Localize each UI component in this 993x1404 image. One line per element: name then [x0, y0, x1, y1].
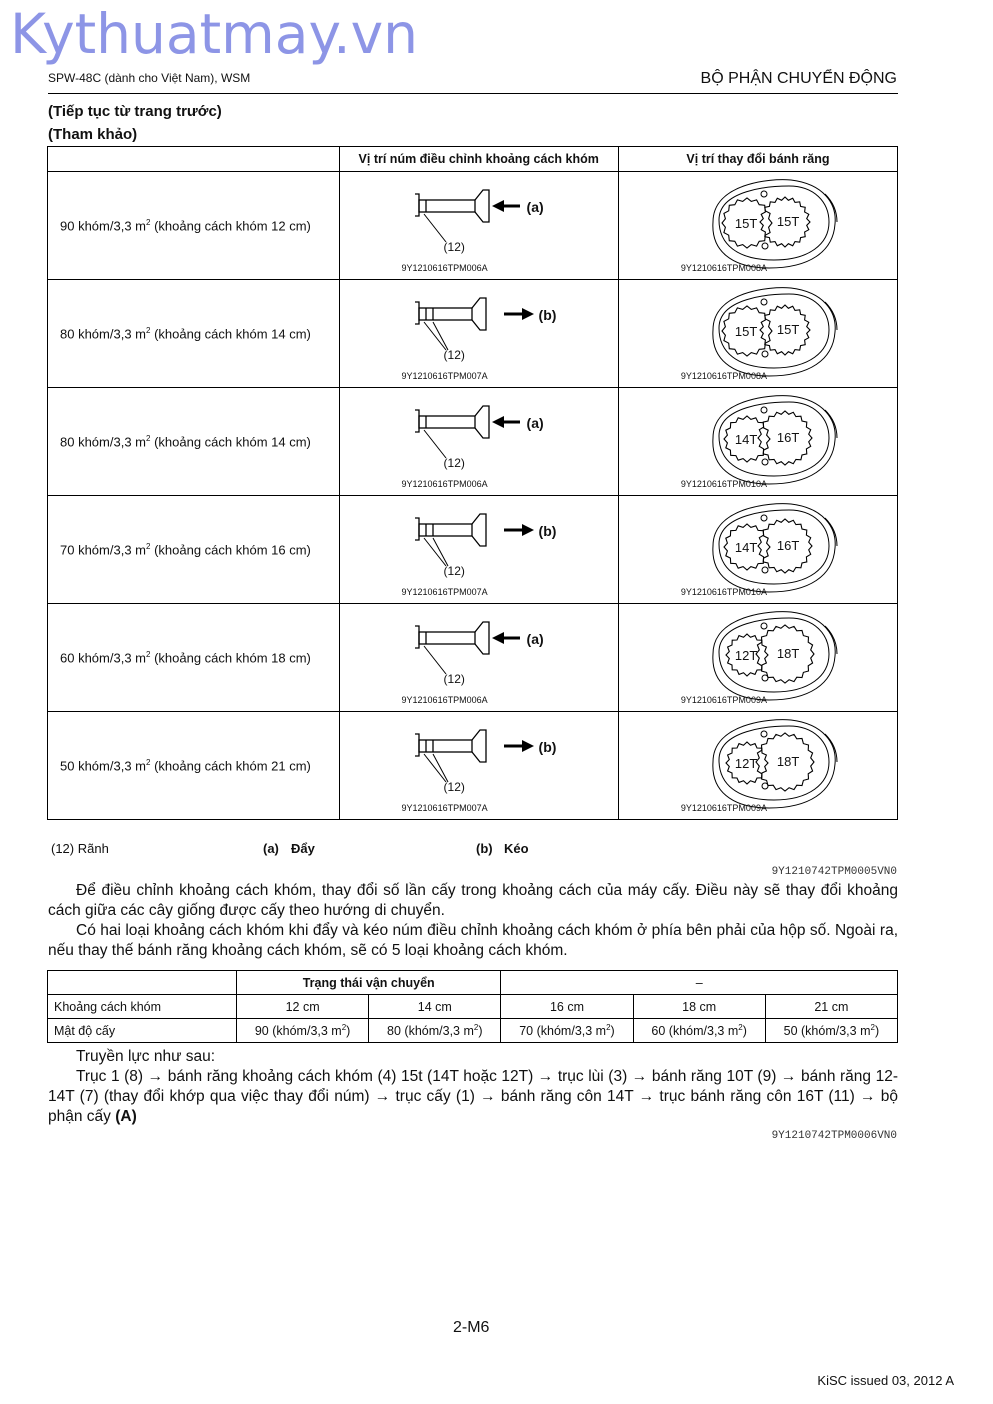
row-density-label	[48, 496, 340, 604]
gear-position-cell	[618, 712, 897, 820]
knob-position-cell	[339, 388, 618, 496]
paragraph-spacing-adjust: Để điều chỉnh khoảng cách khóm, thay đổi số lần cấy trong khoảng cách của máy cấy. Điều này sẽ thay đổi khoảng cách giữa các cây giống được cấy theo hướng di chuyển.	[48, 882, 898, 919]
density-sup: 2	[146, 325, 151, 335]
table2-density-cell	[369, 1019, 501, 1043]
power-transmission-text	[48, 1047, 898, 1127]
gear-right-teeth: 18T	[776, 646, 800, 661]
header-manual-title: SPW-48C (dành cho Việt Nam), WSM	[48, 71, 251, 85]
groove-callout: (12)	[443, 240, 465, 254]
figure-code: 9Y1210616TPM007A	[401, 587, 488, 597]
table2-density-cell	[633, 1019, 765, 1043]
density-text: 90 khóm/3,3 m	[60, 218, 146, 234]
table-row	[48, 172, 898, 280]
paragraph-spacing-types: Có hai loại khoảng cách khóm khi đẩy và kéo núm điều chỉnh khoảng cách khóm ở phía bên phải của hộp số. Ngoài ra, nếu thay thế bánh răng khoảng cách khóm, sẽ có 5 loại khoảng cách khóm.	[48, 922, 898, 959]
density-sup: 2	[146, 433, 151, 443]
figure-code: 9Y1210616TPM008A	[680, 263, 767, 273]
table-row	[48, 280, 898, 388]
density-value: 50 (khóm/3,3 m	[783, 1024, 871, 1039]
gear-left-teeth: 14T	[734, 432, 758, 447]
gear-right-teeth: 15T	[776, 322, 800, 337]
knob-position-cell	[339, 604, 618, 712]
figure-code: 9Y1210616TPM006A	[401, 695, 488, 705]
gear-position-cell	[618, 388, 897, 496]
gear-position-cell	[618, 496, 897, 604]
density-value: 80 (khóm/3,3 m	[387, 1024, 474, 1039]
knob-position-cell	[339, 280, 618, 388]
spacing-density-table	[47, 970, 898, 1043]
density-sup: 2	[870, 1022, 875, 1032]
density-sup: 2	[146, 649, 151, 659]
continued-note: (Tiếp tục từ trang trước)	[48, 103, 222, 120]
figure-code: 9Y1210616TPM010A	[680, 479, 767, 489]
density-close: )	[742, 1024, 747, 1039]
table2-spacing-cell: 21 cm	[765, 995, 897, 1019]
density-text: 50 khóm/3,3 m	[60, 758, 146, 774]
spacing-reference-table	[47, 146, 898, 820]
row-density-label	[48, 388, 340, 496]
figure-code: 9Y1210616TPM010A	[680, 587, 767, 597]
table2-spacing-cell: 14 cm	[369, 995, 501, 1019]
gear-left-teeth: 12T	[734, 756, 758, 771]
density-sup: 2	[146, 757, 151, 767]
row-density-label	[48, 172, 340, 280]
spacing-text: (khoảng cách khóm 12 cm)	[150, 218, 311, 234]
density-text: 70 khóm/3,3 m	[60, 542, 146, 558]
header-rule	[48, 93, 898, 94]
gear-left-teeth: 15T	[734, 324, 758, 339]
density-value: 70 (khóm/3,3 m	[519, 1024, 607, 1039]
density-value: 90 (khóm/3,3 m	[254, 1024, 342, 1039]
spacing-text: (khoảng cách khóm 21 cm)	[150, 758, 311, 774]
table2-density-cell	[501, 1019, 633, 1043]
pull-direction-label: (b)	[538, 307, 557, 323]
figure-code: 9Y1210616TPM009A	[680, 803, 767, 813]
transmission-path-text: Trục 1 (8) → bánh răng khoảng cách khóm (4) 15t (14T hoặc 12T) → trục lùi (3) → bánh răng 10T (9) → bánh răng 12-14T (7) (thay đổi khớp qua việc thay đổi núm) → trục cấy (1) → bánh răng côn 14T → trục bánh răng côn 16T (11) → bộ phận cấy	[48, 1068, 898, 1125]
document-code-2: 9Y1210742TPM0006VN0	[771, 1130, 897, 1142]
gear-position-cell	[618, 172, 897, 280]
density-text: 80 khóm/3,3 m	[60, 326, 146, 342]
table-row	[48, 712, 898, 820]
density-sup: 2	[146, 541, 151, 551]
density-close: )	[346, 1024, 351, 1039]
gear-position-cell	[618, 280, 897, 388]
table2-spacing-cell: 16 cm	[501, 995, 633, 1019]
table-header-gear: Vị trí thay đổi bánh răng	[618, 147, 897, 172]
figure-code: 9Y1210616TPM006A	[401, 479, 488, 489]
spacing-text: (khoảng cách khóm 14 cm)	[150, 326, 311, 342]
table2-head-state: Trạng thái vận chuyển	[237, 971, 501, 995]
table2-row-spacing-label: Khoảng cách khóm	[48, 995, 237, 1019]
table2-spacing-cell: 18 cm	[633, 995, 765, 1019]
gear-left-teeth: 14T	[734, 540, 758, 555]
legend-a-value: Đẩy	[291, 841, 315, 856]
header-section-title: BỘ PHẬN CHUYỂN ĐỘNG	[700, 70, 897, 87]
density-sup: 2	[738, 1022, 743, 1032]
density-close: )	[478, 1024, 483, 1039]
legend-b-value: Kéo	[504, 841, 529, 856]
pull-direction-label: (b)	[538, 523, 557, 539]
knob-position-cell	[339, 496, 618, 604]
row-density-label	[48, 712, 340, 820]
row-density-label	[48, 604, 340, 712]
knob-position-cell	[339, 172, 618, 280]
density-value: 60 (khóm/3,3 m	[651, 1024, 739, 1039]
push-direction-label: (a)	[526, 415, 544, 431]
table2-density-cell	[765, 1019, 897, 1043]
intro-paragraphs	[48, 881, 898, 961]
groove-callout: (12)	[443, 564, 465, 578]
figure-code: 9Y1210616TPM007A	[401, 803, 488, 813]
legend-a-key: (a)	[263, 841, 279, 856]
figure-code: 9Y1210616TPM007A	[401, 371, 488, 381]
table2-row-density-label: Mật độ cấy	[48, 1019, 237, 1043]
table2-head-dash: –	[501, 971, 898, 995]
table-header-blank	[48, 147, 340, 172]
groove-callout: (12)	[443, 672, 465, 686]
row-density-label	[48, 280, 340, 388]
reference-title: (Tham khảo)	[48, 126, 138, 143]
document-code-1: 9Y1210742TPM0005VN0	[771, 866, 897, 878]
spacing-text: (khoảng cách khóm 16 cm)	[150, 542, 311, 558]
push-direction-label: (a)	[526, 631, 544, 647]
figure-code: 9Y1210616TPM008A	[680, 371, 767, 381]
density-sup: 2	[341, 1022, 347, 1032]
spacing-text: (khoảng cách khóm 14 cm)	[150, 434, 311, 450]
gear-right-teeth: 16T	[776, 538, 800, 553]
density-sup: 2	[473, 1022, 479, 1032]
paragraph-transmission-path	[48, 1067, 898, 1127]
groove-callout: (12)	[443, 456, 465, 470]
density-text: 80 khóm/3,3 m	[60, 434, 146, 450]
density-sup: 2	[146, 217, 151, 227]
watermark-logo: Kythuatmay.vn	[10, 2, 419, 66]
table-header-knob: Vị trí núm điều chỉnh khoảng cách khóm	[339, 147, 618, 172]
table-row	[48, 388, 898, 496]
gear-position-cell	[618, 604, 897, 712]
pull-direction-label: (b)	[538, 739, 557, 755]
density-close: )	[610, 1024, 615, 1039]
paragraph-transmission-intro: Truyền lực như sau:	[76, 1048, 216, 1065]
gear-left-teeth: 15T	[734, 216, 758, 231]
spacing-text: (khoảng cách khóm 18 cm)	[150, 650, 311, 666]
legend-b-key: (b)	[476, 841, 493, 856]
density-close: )	[874, 1024, 880, 1039]
footer-issue: KiSC issued 03, 2012 A	[817, 1373, 954, 1388]
knob-position-cell	[339, 712, 618, 820]
gear-right-teeth: 16T	[776, 430, 800, 445]
density-text: 60 khóm/3,3 m	[60, 650, 146, 666]
groove-callout: (12)	[443, 348, 465, 362]
table2-spacing-cell: 12 cm	[237, 995, 369, 1019]
table-row	[48, 496, 898, 604]
groove-callout: (12)	[443, 780, 465, 794]
table-row	[48, 604, 898, 712]
page-number: 2-M6	[453, 1319, 490, 1336]
transmission-path-bold: (A)	[115, 1108, 137, 1125]
figure-code: 9Y1210616TPM006A	[401, 263, 488, 273]
table2-corner	[48, 971, 237, 995]
gear-left-teeth: 12T	[734, 648, 758, 663]
table2-density-cell	[237, 1019, 369, 1043]
figure-code: 9Y1210616TPM009A	[680, 695, 767, 705]
gear-right-teeth: 15T	[776, 214, 800, 229]
density-sup: 2	[606, 1022, 611, 1032]
legend-groove: (12) Rãnh	[51, 841, 109, 856]
push-direction-label: (a)	[526, 199, 544, 215]
gear-right-teeth: 18T	[776, 754, 800, 769]
